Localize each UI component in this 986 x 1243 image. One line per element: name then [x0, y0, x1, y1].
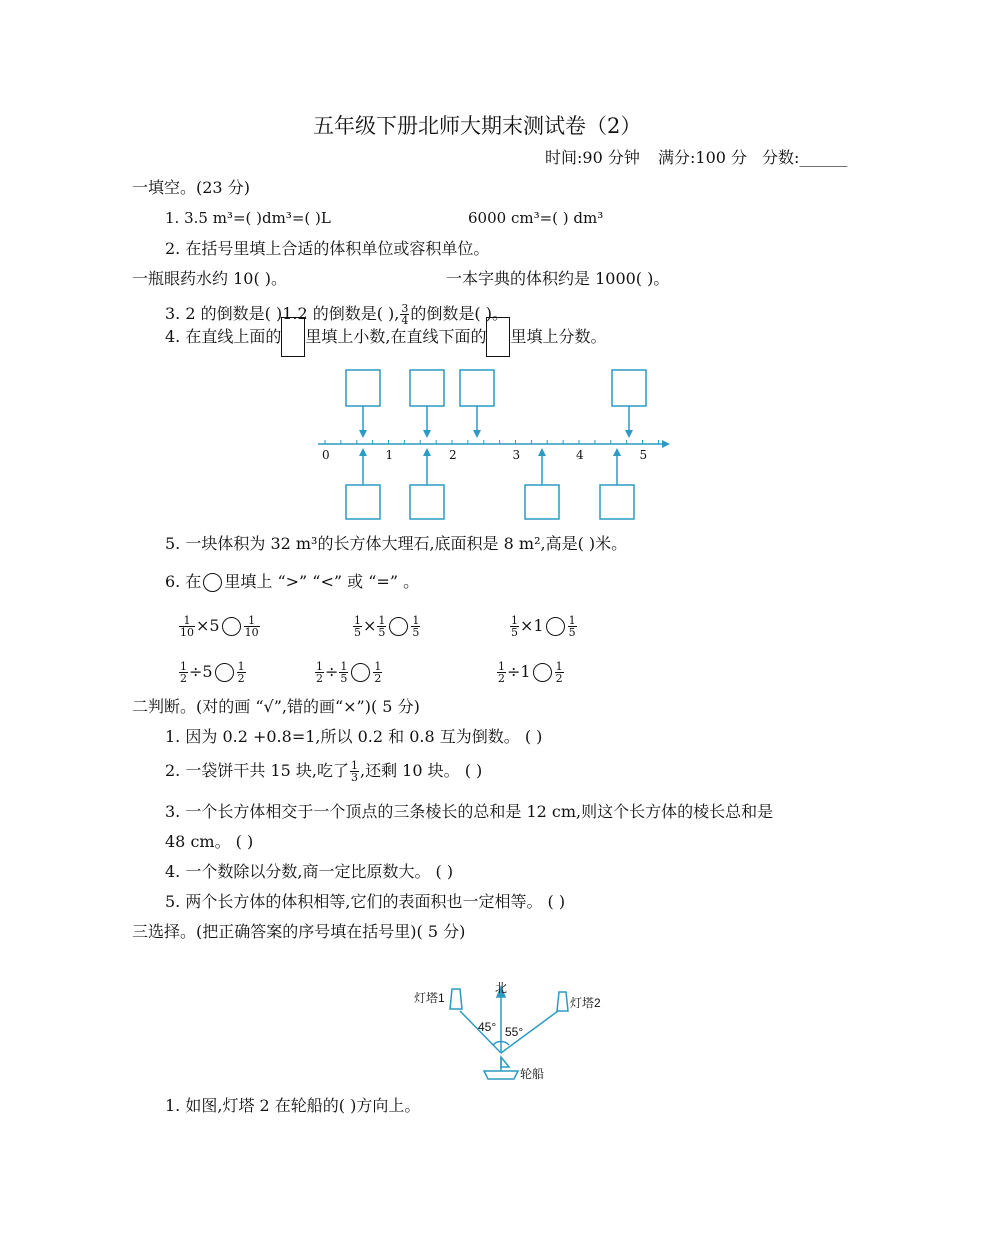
q2-2-text-a: 2. 一袋饼干共 15 块,吃了 [165, 761, 349, 780]
compare-item-6 [496, 657, 565, 687]
fraction-denominator: 2 [374, 672, 382, 685]
q1-4-text-a: 4. 在直线上面的 [165, 327, 282, 346]
fraction [353, 615, 362, 638]
fraction-denominator: 5 [340, 672, 348, 685]
fraction-numerator: 1 [340, 660, 348, 673]
arrowhead-icon [359, 448, 367, 456]
q1-4 [165, 314, 607, 357]
section-2-heading: 二判断。(对的画 “√”,错的画“×”)( 5 分) [132, 697, 420, 716]
fraction-numerator: 1 [179, 615, 195, 627]
answer-box-top-4 [612, 370, 646, 406]
answer-circle-icon [203, 573, 222, 592]
fraction-denominator: 2 [316, 672, 323, 685]
fraction-numerator: 1 [316, 660, 323, 673]
arrowhead-icon [625, 430, 633, 438]
fraction-numerator: 1 [568, 614, 576, 627]
arrowhead-icon [423, 448, 431, 456]
number-line-label: 0 [322, 448, 330, 462]
fraction-numerator: 1 [350, 759, 358, 772]
q1-4-text-b: 里填上小数,在直线下面的 [305, 327, 487, 346]
fraction-denominator: 2 [180, 672, 187, 685]
page-title: 五年级下册北师大期末测试卷（2） [313, 114, 642, 138]
fraction [568, 615, 577, 638]
lighthouse-2-icon [557, 992, 568, 1011]
ship-sail-icon [501, 1057, 509, 1067]
arrowhead-icon [538, 448, 546, 456]
fraction-numerator: 1 [180, 660, 187, 673]
fraction-numerator: 1 [237, 660, 245, 673]
answer-circle-icon [533, 663, 552, 682]
fraction [244, 615, 260, 638]
fraction-denominator: 10 [244, 626, 259, 639]
fraction-denominator: 3 [350, 771, 358, 784]
fraction-numerator: 1 [374, 660, 382, 673]
fraction [315, 661, 324, 684]
fraction [179, 615, 195, 638]
q2-1: 1. 因为 0.2 +0.8=1,所以 0.2 和 0.8 互为倒数。 ( ) [165, 727, 543, 746]
north-label: 北 [495, 981, 508, 995]
answer-circle-icon [222, 617, 241, 636]
compare-item-4 [178, 657, 247, 687]
q2-2-text-b: ,还剩 10 块。 ( ) [359, 761, 483, 780]
arrowhead-icon [473, 430, 481, 438]
answer-box-bottom-2 [410, 485, 444, 519]
q2-4: 4. 一个数除以分数,商一定比原数大。 ( ) [165, 862, 454, 881]
answer-box-bottom-1 [346, 485, 380, 519]
q2-5: 5. 两个长方体的体积相等,它们的表面积也一定相等。 ( ) [165, 892, 566, 911]
ship-icon [484, 1071, 518, 1079]
tower-1-label: 灯塔1 [414, 991, 445, 1005]
number-line-label: 4 [576, 448, 584, 462]
number-line-label: 5 [639, 448, 648, 462]
fraction-numerator: 1 [412, 614, 420, 627]
section-3-heading: 三选择。(把正确答案的序号填在括号里)( 5 分) [132, 922, 466, 941]
exam-time: 时间:90 分钟 [545, 148, 640, 167]
compare-item-1 [178, 611, 261, 641]
fraction-numerator: 1 [354, 614, 361, 627]
fraction [237, 661, 246, 684]
q3-1: 1. 如图,灯塔 2 在轮船的( )方向上。 [165, 1096, 421, 1115]
answer-box-icon [281, 317, 305, 357]
number-line-label: 1 [385, 448, 394, 462]
q2-3-line-2: 48 cm。 ( ) [165, 832, 254, 851]
fraction [497, 661, 506, 684]
q1-5: 5. 一块体积为 32 m³的长方体大理石,底面积是 8 m²,高是( )米。 [165, 534, 628, 553]
fraction-denominator: 10 [180, 626, 194, 639]
answer-circle-icon [215, 663, 234, 682]
fraction [377, 615, 386, 638]
q1-1-part-b: 6000 cm³=( ) dm³ [468, 209, 604, 227]
ship-label: 轮船 [520, 1067, 545, 1081]
arrowhead-icon [359, 430, 367, 438]
compare-item-2 [352, 611, 421, 641]
operator: ÷ [325, 662, 339, 681]
number-line-label: 3 [512, 448, 521, 462]
fraction [339, 661, 348, 684]
q1-2-part-b: 一本字典的体积约是 1000( )。 [446, 269, 670, 288]
fraction-numerator: 3 [401, 302, 409, 315]
fraction-denominator: 5 [354, 626, 361, 639]
q1-6-text-b: 里填上 “>” “<” 或 “=” 。 [224, 572, 420, 591]
fraction-numerator: 1 [511, 614, 518, 627]
fraction [350, 760, 359, 783]
compare-item-5 [314, 657, 383, 687]
fraction-numerator: 1 [378, 614, 386, 627]
fraction-denominator: 5 [568, 626, 576, 639]
fraction-denominator: 4 [401, 314, 409, 327]
answer-box-bottom-3 [525, 485, 559, 519]
exam-score-field: 分数:______ [762, 148, 848, 167]
tower-2-label: 灯塔2 [570, 996, 601, 1010]
q2-2 [165, 760, 482, 783]
answer-circle-icon [351, 663, 370, 682]
fraction-denominator: 2 [555, 672, 563, 685]
fraction-numerator: 1 [555, 660, 563, 673]
fraction [179, 661, 188, 684]
fraction [510, 615, 519, 638]
fraction-denominator: 2 [498, 672, 505, 685]
q1-3-text-b: 的倒数是( )。 [410, 304, 508, 323]
fraction [373, 661, 382, 684]
fraction-numerator: 1 [244, 615, 260, 627]
q1-3-text-a: 3. 2 的倒数是( )1.2 的倒数是( ), [165, 304, 400, 323]
fraction-denominator: 5 [412, 626, 420, 639]
fraction [555, 661, 564, 684]
answer-circle-icon [546, 617, 565, 636]
angle-1-label: 45° [478, 1020, 497, 1034]
operator: × [363, 616, 377, 635]
fraction-denominator: 5 [378, 626, 386, 639]
exam-full-score: 满分:100 分 [658, 148, 748, 167]
q1-2: 2. 在括号里填上合适的体积单位或容积单位。 [165, 239, 490, 258]
q1-4-text-c: 里填上分数。 [510, 327, 607, 346]
lighthouse-1-icon [450, 989, 462, 1009]
axis-arrow-icon [662, 440, 670, 448]
arrowhead-icon [613, 448, 621, 456]
fraction [411, 615, 420, 638]
q1-1-part-a: 1. 3.5 m³=( )dm³=( )L [165, 209, 331, 227]
fraction-numerator: 1 [498, 660, 505, 673]
angle-2-label: 55° [505, 1025, 524, 1039]
operator: ×1 [520, 616, 544, 635]
answer-box-top-1 [346, 370, 380, 406]
lighthouse-diagram [410, 975, 650, 1085]
arrowhead-icon [423, 430, 431, 438]
q1-6 [165, 572, 419, 592]
number-line-label: 2 [449, 448, 457, 462]
answer-box-icon [486, 317, 510, 357]
operator: ×5 [196, 616, 220, 635]
answer-box-top-3 [460, 370, 494, 406]
compare-item-3 [509, 611, 578, 641]
fraction-denominator: 2 [237, 672, 245, 685]
q1-2-part-a: 一瓶眼药水约 10( )。 [132, 269, 288, 288]
number-line-diagram [312, 368, 672, 528]
section-1-heading: 一填空。(23 分) [132, 178, 250, 197]
q1-6-text-a: 6. 在 [165, 572, 202, 591]
fraction-denominator: 5 [511, 626, 518, 639]
operator: ÷5 [189, 662, 213, 681]
answer-circle-icon [389, 617, 408, 636]
answer-box-bottom-4 [600, 485, 634, 519]
q2-3-line-1: 3. 一个长方体相交于一个顶点的三条棱长的总和是 12 cm,则这个长方体的棱长总和是 [165, 802, 774, 821]
operator: ÷1 [507, 662, 531, 681]
answer-box-top-2 [410, 370, 444, 406]
